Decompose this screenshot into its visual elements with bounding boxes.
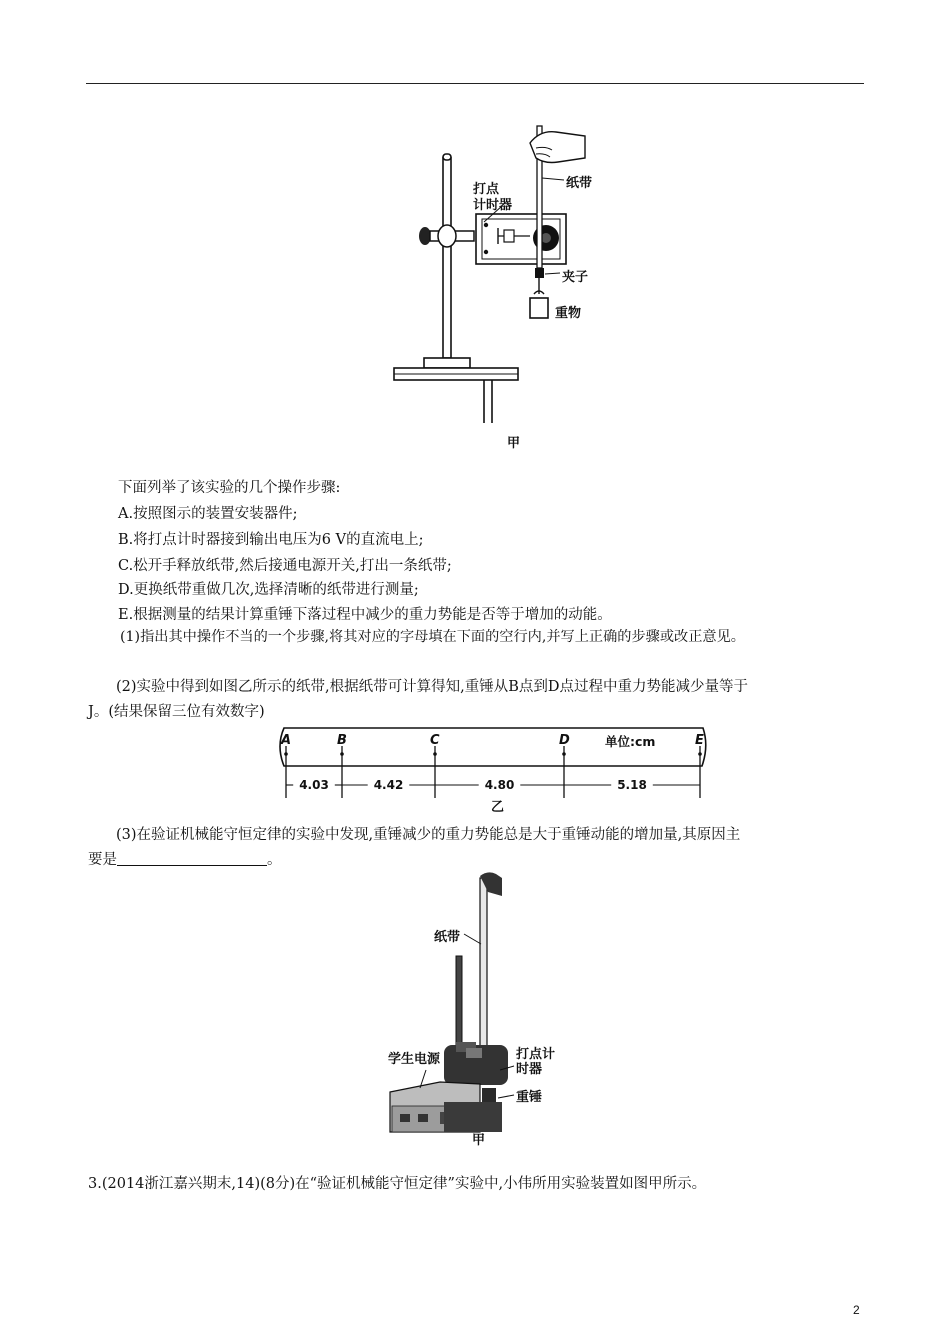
sub-question-3-suffix: 。 <box>267 852 282 868</box>
sub-question-3-line1: (3)在验证机械能守恒定律的实验中发现,重锤减少的重力势能总是大于重锤动能的增加量,其原因主 <box>116 827 741 843</box>
tape-distance-label: 4.42 <box>373 778 404 792</box>
sub-question-2-line2: J。(结果保留三位有效数字) <box>88 704 265 720</box>
label-timer-line2: 计时器 <box>473 198 513 213</box>
label-weight: 重物 <box>555 306 582 321</box>
fig2-label-power: 学生电源 <box>388 1052 441 1067</box>
tape-caption: 乙 <box>491 800 505 815</box>
figure2-caption: 甲 <box>472 1133 486 1148</box>
stand-pole <box>443 158 451 358</box>
sub-question-2-line1: (2)实验中得到如图乙所示的纸带,根据纸带可计算得知,重锤从B点到D点过程中重力势能减少量等于 <box>116 679 749 695</box>
weight-block <box>530 298 548 318</box>
step-e: E.根据测量的结果计算重锤下落过程中减少的重力势能是否等于增加的动能。 <box>118 607 612 623</box>
stand-base <box>424 358 470 368</box>
steps-intro: 下面列举了该实验的几个操作步骤: <box>118 480 341 496</box>
tape-point-label: D <box>559 733 570 748</box>
tape-point-label: A <box>281 733 292 748</box>
clip <box>535 268 544 278</box>
sub-question-3-line2 <box>88 850 282 870</box>
paper-tape-figure <box>268 722 718 806</box>
tape-point-label: E <box>695 733 704 748</box>
fig2-label-timer-line2: 时器 <box>516 1062 543 1077</box>
step-a: A.按照图示的装置安装器件; <box>118 506 298 522</box>
tape-unit-label: 单位:cm <box>605 734 656 749</box>
sub-question-1: (1)指出其中操作不当的一个步骤,将其对应的字母填在下面的空行内,并写上正确的步骤或改正意见。 <box>120 629 745 645</box>
fig2-label-timer-line1: 打点计 <box>516 1047 556 1062</box>
clamp-knob <box>419 227 431 245</box>
sub-question-3-prefix: 要是 <box>88 852 117 868</box>
tape-point-label: C <box>430 733 440 748</box>
answer-blank[interactable] <box>117 851 267 866</box>
fig2-label-hammer: 重锤 <box>516 1090 543 1105</box>
label-tape: 纸带 <box>566 176 593 191</box>
tape-distance-label: 4.03 <box>299 778 329 792</box>
step-d: D.更换纸带重做几次,选择清晰的纸带进行测量; <box>118 582 419 598</box>
tape-distance-label: 5.18 <box>617 778 647 792</box>
step-c: C.松开手释放纸带,然后接通电源开关,打出一条纸带; <box>118 558 452 574</box>
tape-point-label: B <box>337 733 347 748</box>
step-b: B.将打点计时器接到输出电压为6 V的直流电上; <box>118 532 424 548</box>
label-clip: 夹子 <box>562 270 589 285</box>
figure1-caption: 甲 <box>507 436 521 451</box>
fig2-label-tape: 纸带 <box>434 930 461 945</box>
header-rule <box>86 83 864 84</box>
question-3: 3.(2014浙江嘉兴期末,14)(8分)在“验证机械能守恒定律”实验中,小伟所用实验装置如图甲所示。 <box>88 1176 707 1192</box>
tape-distance-label: 4.80 <box>484 778 515 792</box>
label-timer-line1: 打点 <box>473 182 500 197</box>
page-number: 2 <box>853 1303 860 1317</box>
